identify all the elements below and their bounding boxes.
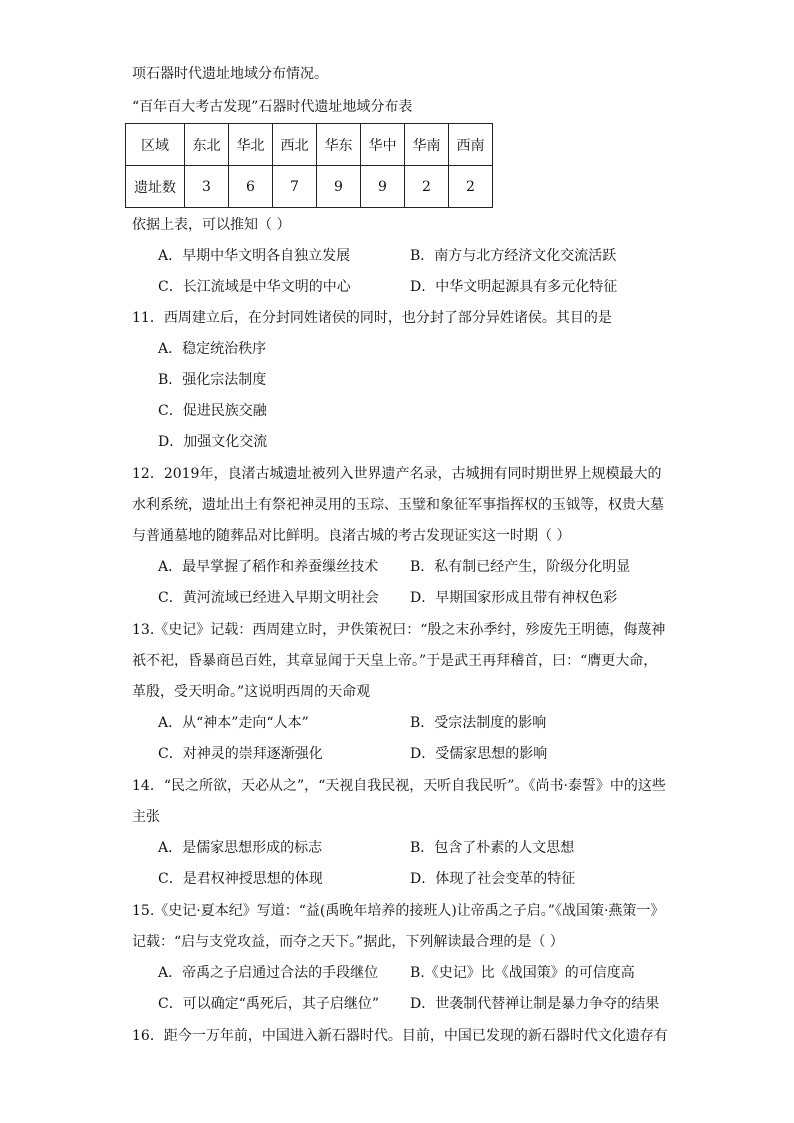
region-cell: 东北 (185, 124, 229, 166)
q11-stem: 11．西周建立后，在分封同姓诸侯的同时，也分封了部分异姓诸侯。其目的是 (132, 310, 612, 326)
q13-option-b[interactable]: B．受宗法制度的影响 (410, 715, 547, 731)
count-cell: 2 (449, 166, 493, 208)
q15-option-a[interactable]: A．帝禹之子启通过合法的手段继位 (158, 965, 379, 981)
table-header-count: 遗址数 (126, 166, 185, 208)
q15-option-d[interactable]: D．世袭制代替禅让制是暴力争夺的结果 (410, 996, 660, 1012)
q15-stem-line-2: 记载：“启与支党攻益，而夺之天下。”据此，下列解读最合理的是（ ） (132, 934, 564, 950)
q14-option-b[interactable]: B．包含了朴素的人文思想 (410, 840, 575, 856)
q10-option-b[interactable]: B．南方与北方经济文化交流活跃 (410, 248, 617, 264)
q13-option-d[interactable]: D．受儒家思想的影响 (410, 746, 548, 762)
q12-stem-line-1: 12．2019年，良渚古城遗址被列入世界遗产名录，古城拥有同时期世界上规模最大的 (132, 466, 662, 482)
q13-stem-line-3: 革殷，受天明命。”这说明西周的天命观 (132, 684, 371, 700)
region-cell: 西南 (449, 124, 493, 166)
q15-stem-line-1: 15.《史记·夏本纪》写道：“益(禹晚年培养的接班人)让帝禹之子启。”《战国策·燕策一》 (132, 903, 665, 919)
q14-option-c[interactable]: C．是君权神授思想的体现 (158, 871, 323, 887)
table-caption: “百年百大考古发现”石器时代遗址地域分布表 (132, 99, 413, 115)
table-header-region: 区域 (126, 124, 185, 166)
count-cell: 7 (273, 166, 317, 208)
region-cell: 华南 (405, 124, 449, 166)
count-cell: 9 (361, 166, 405, 208)
site-distribution-table (125, 123, 493, 208)
region-cell: 西北 (273, 124, 317, 166)
q10-stem: 依据上表，可以推知（ ） (132, 217, 291, 233)
q11-option-a[interactable]: A．稳定统治秩序 (158, 341, 267, 357)
q12-option-c[interactable]: C．黄河流域已经进入早期文明社会 (158, 590, 379, 606)
count-cell: 6 (229, 166, 273, 208)
q10-option-c[interactable]: C．长江流域是中华文明的中心 (158, 279, 351, 295)
table-row-counts (126, 166, 493, 208)
intro-fragment: 项石器时代遗址地域分布情况。 (132, 66, 328, 82)
q13-stem-line-1: 13.《史记》记载：西周建立时，尹佚策祝曰：“殷之末孙季纣，殄废先王明德，侮蔑神 (132, 622, 666, 638)
q12-option-a[interactable]: A．最早掌握了稻作和养蚕缫丝技术 (158, 559, 379, 575)
table-row-regions (126, 124, 493, 166)
q13-stem-line-2: 祇不祀，昏暴商邑百姓，其章显闻于天皇上帝。”于是武王再拜稽首，曰：“膺更大命， (132, 653, 658, 669)
q11-option-b[interactable]: B．强化宗法制度 (158, 372, 267, 388)
q13-option-a[interactable]: A．从“神本”走向“人本” (158, 715, 309, 731)
region-cell: 华东 (317, 124, 361, 166)
count-cell: 3 (185, 166, 229, 208)
count-cell: 2 (405, 166, 449, 208)
q12-stem-line-2: 水利系统，遗址出土有祭祀神灵用的玉琮、玉璧和象征军事指挥权的玉钺等，权贵大墓 (132, 497, 664, 513)
q12-option-d[interactable]: D．早期国家形成且带有神权色彩 (410, 590, 618, 606)
q14-option-d[interactable]: D．体现了社会变革的特征 (410, 871, 576, 887)
q10-option-d[interactable]: D．中华文明起源具有多元化特征 (410, 279, 618, 295)
q15-option-b[interactable]: B.《史记》比《战国策》的可信度高 (410, 965, 635, 981)
q12-option-b[interactable]: B．私有制已经产生，阶级分化明显 (410, 559, 631, 575)
q13-option-c[interactable]: C．对神灵的崇拜逐渐强化 (158, 746, 323, 762)
q14-option-a[interactable]: A．是儒家思想形成的标志 (158, 840, 323, 856)
q14-stem-line-1: 14．“民之所欲，天必从之”，“天视自我民视，天听自我民听”。《尚书·泰誓》中的这些 (132, 778, 666, 794)
q11-option-d[interactable]: D．加强文化交流 (158, 434, 268, 450)
q15-option-c[interactable]: C．可以确定“禹死后，其子启继位” (158, 996, 380, 1012)
q16-stem: 16．距今一万年前，中国进入新石器时代。目前，中国已发现的新石器时代文化遗存有 (132, 1028, 668, 1044)
count-cell: 9 (317, 166, 361, 208)
q14-stem-line-2: 主张 (132, 809, 160, 825)
region-cell: 华中 (361, 124, 405, 166)
region-cell: 华北 (229, 124, 273, 166)
q10-option-a[interactable]: A．早期中华文明各自独立发展 (158, 248, 351, 264)
q11-option-c[interactable]: C．促进民族交融 (158, 403, 267, 419)
q12-stem-line-3: 与普通墓地的随葬品对比鲜明。良渚古城的考古发现证实这一时期（ ） (132, 528, 571, 544)
